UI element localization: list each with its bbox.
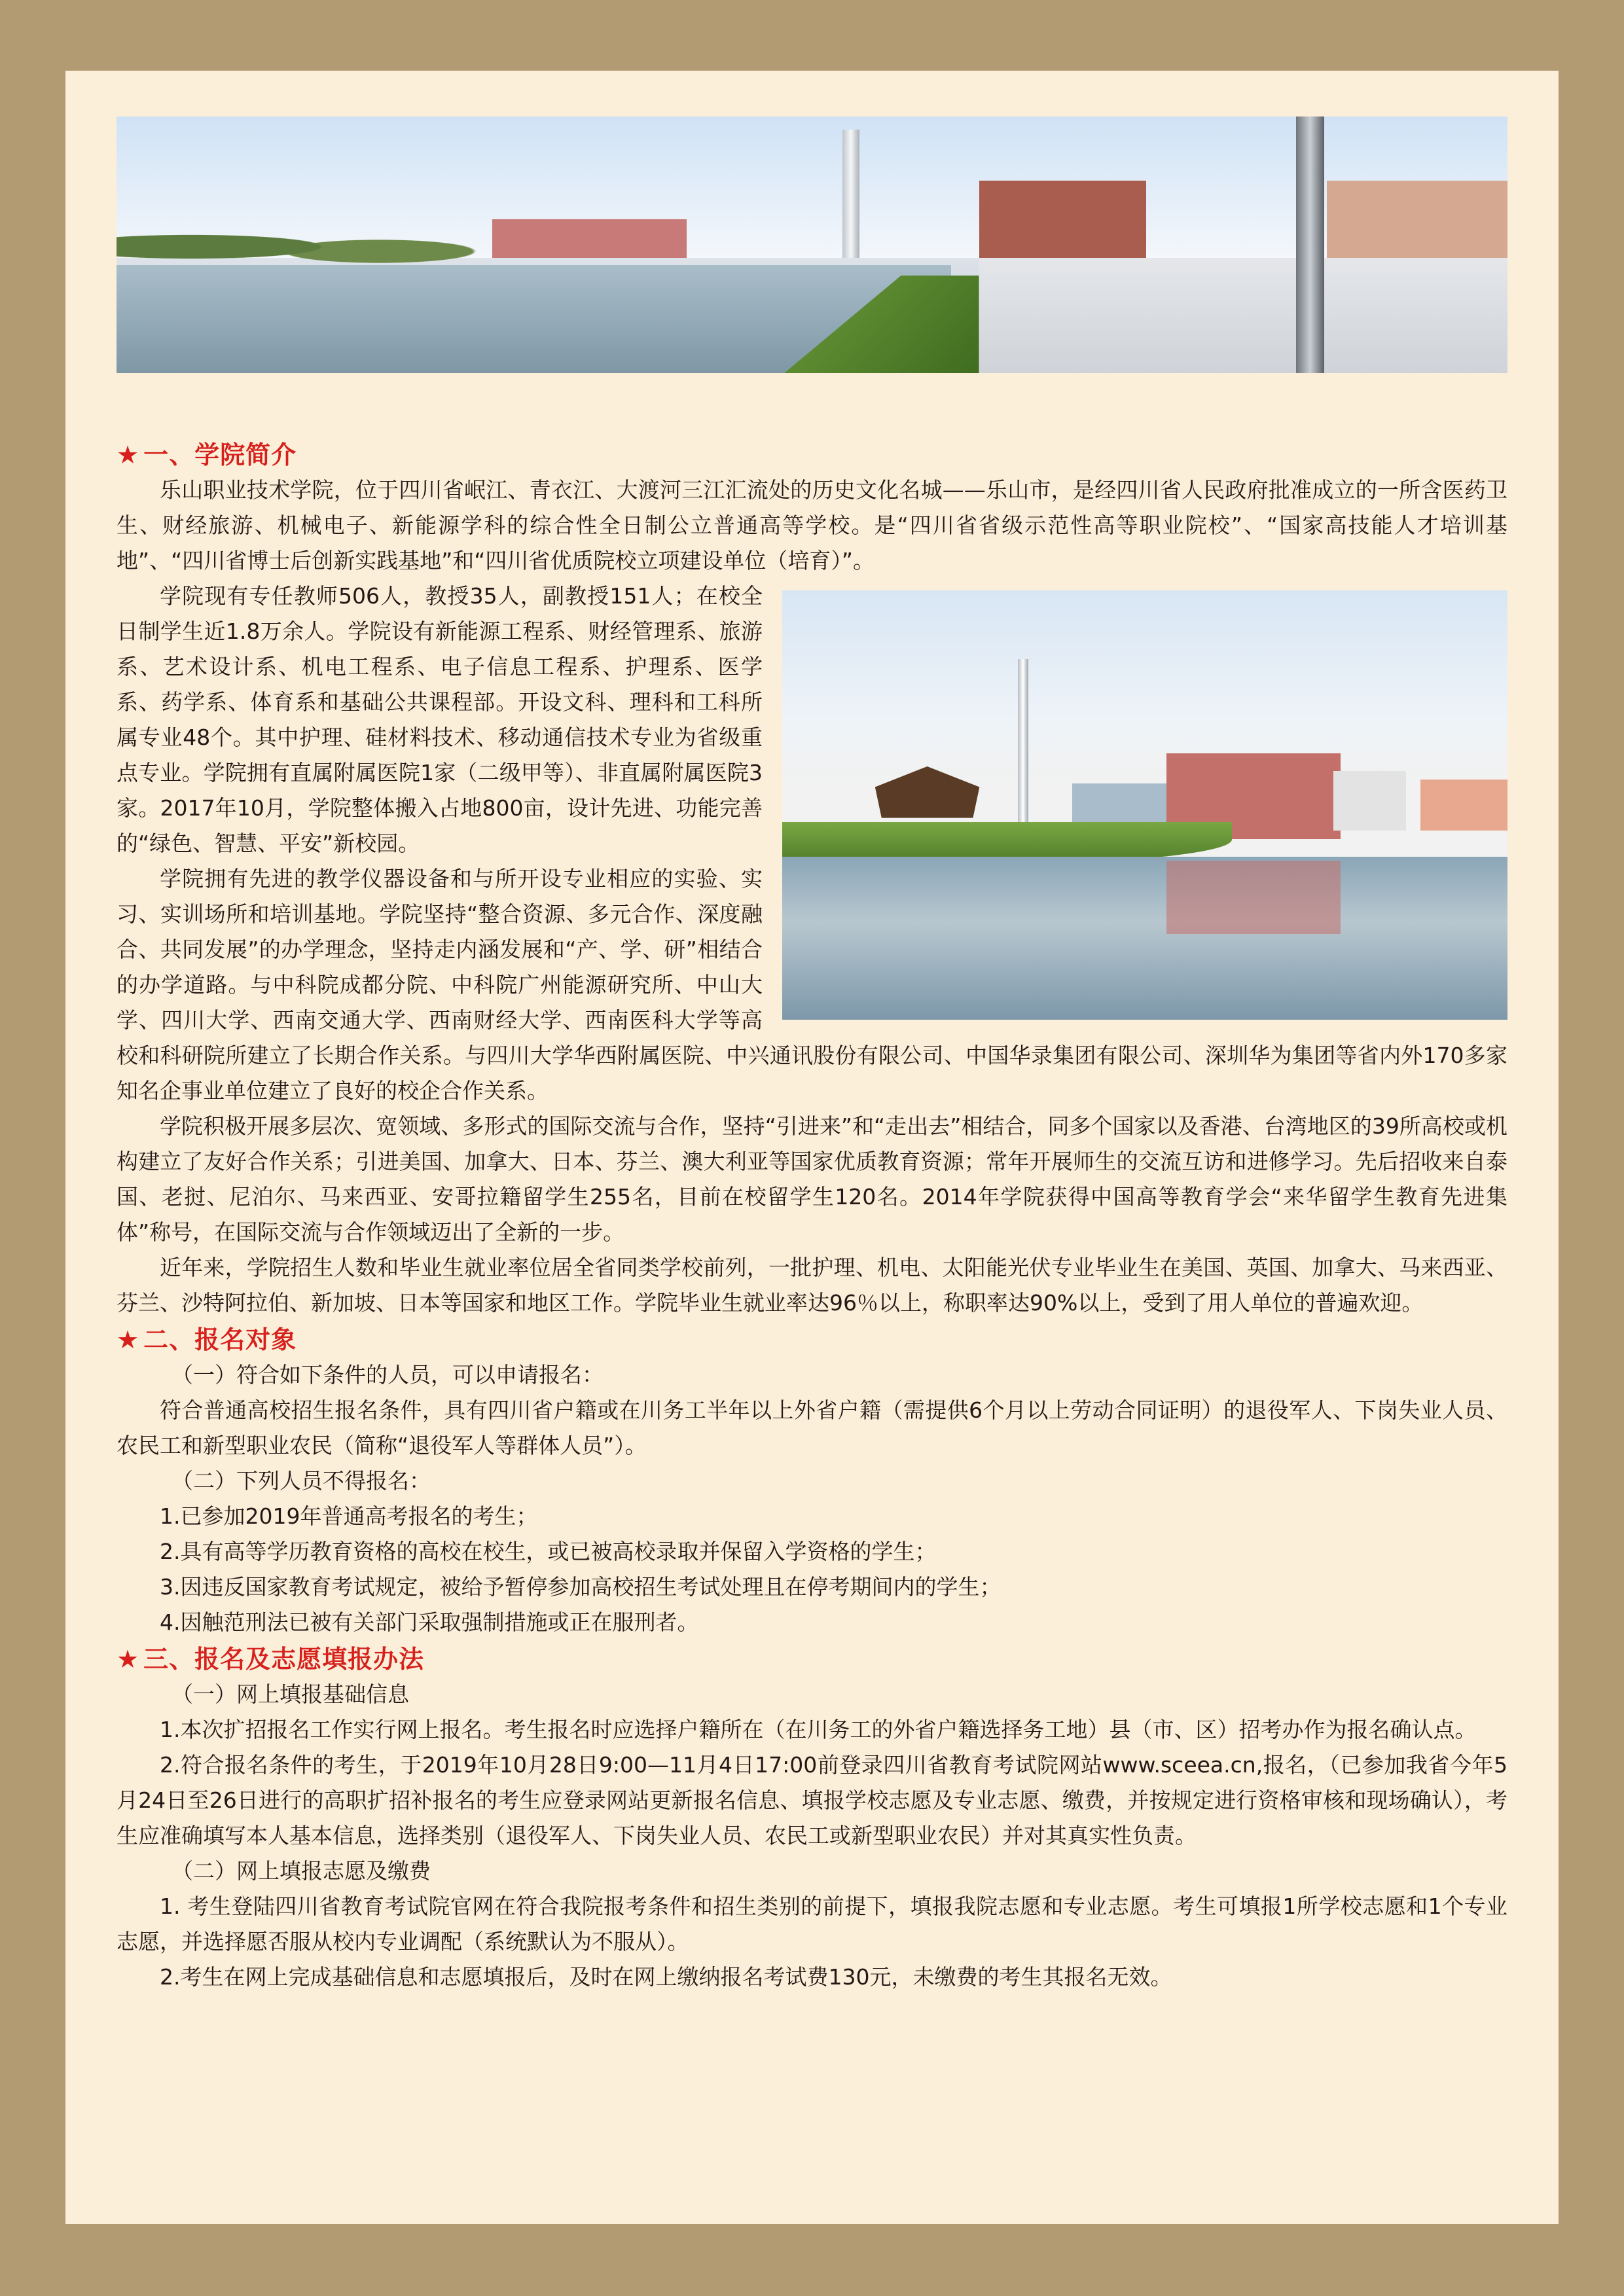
subsection-heading: （一）符合如下条件的人员，可以申请报名：: [171, 1362, 604, 1388]
banner-building: [492, 219, 687, 258]
subsection-heading: （二）下列人员不得报名：: [171, 1468, 431, 1494]
eligibility-text: 符合普通高校招生报名条件，具有四川省户籍或在川务工半年以上外省户籍（需提供6个月以上劳动合同证明）的退役军人、下岗失业人员、农民工和新型职业农民（简称“退役军人等群体人员”）。: [117, 1397, 1507, 1458]
intro-paragraph: 乐山职业技术学院，位于四川省岷江、青衣江、大渡河三江汇流处的历史文化名城——乐山市，是经四川省人民政府批准成立的一所含医药卫生、财经旅游、机械电子、新能源学科的综合性全日制公立普通高等学校。是“四川省省级示范性高等职业院校”、“国家高技能人才培训基地”、“四川省博士后创新实践基地”和“四川省优质院校立项建设单位（培育）”。: [117, 477, 1507, 573]
banner-building: [979, 181, 1146, 265]
list-item: 3.因违反国家教育考试规定，被给予暂停参加高校招生考试处理且在停考期间内的学生；: [160, 1574, 1001, 1600]
banner-building: [1327, 181, 1507, 258]
banner-spire: [842, 130, 859, 258]
star-icon: ★: [117, 1645, 140, 1674]
section-title-introduction: ★ 一、学院简介: [117, 440, 297, 469]
banner-plaza: [979, 258, 1508, 373]
intro-paragraph: 学院现有专任教师506人，教授35人，副教授151人；在校全日制学生近1.8万余人。学院设有新能源工程系、财经管理系、旅游系、艺术设计系、机电工程系、电子信息工程系、护理系、医学系、药学系、体育系和基础公共课程部。开设文科、理科和工科所属专业48个。其中护理、硅材料技术、移动通信技术专业为省级重点专业。学院拥有直属附属医院1家（二级甲等）、非直属附属医院3家。2017年10月，学院整体搬入占地800亩，设计先进、功能完善的“绿色、智慧、平安”新校园。: [117, 583, 763, 856]
page-content: [117, 117, 1507, 1995]
star-icon: ★: [117, 440, 140, 469]
intro-paragraph: 近年来，学院招生人数和毕业生就业率位居全省同类学校前列，一批护理、机电、太阳能光伏专业毕业生在美国、英国、加拿大、马来西亚、芬兰、沙特阿拉伯、新加坡、日本等国家和地区工作。学院毕业生就业率达96％以上，称职率达90%以上，受到了用人单位的普遍欢迎。: [117, 1255, 1507, 1316]
banner-lamp-post: [1296, 117, 1324, 373]
list-item: 2.符合报名条件的考生，于2019年10月28日9:00—11月4日17:00前登录四川省教育考试院网站www.sceea.cn,报名，（已参加我省今年5月24日至26日进行的高职扩招补报名的考生应登录网站更新报名信息、填报学校志愿及专业志愿、缴费，并按规定进行资格审核和现场确认），考生应准确填写本人基本信息，选择类别（退役军人、下岗失业人员、农民工或新型职业农民）并对其真实性负责。: [117, 1752, 1507, 1848]
campus-banner-photo: [117, 117, 1507, 373]
list-item: 4.因触范刑法已被有关部门采取强制措施或正在服刑者。: [160, 1609, 699, 1635]
intro-paragraph: 学院拥有先进的教学仪器设备和与所开设专业相应的实验、实习、实训场所和培训基地。学院坚持“整合资源、多元合作、深度融合、共同发展”的办学理念，坚持走内涵发展和“产、学、研”相结合的办学道路。与中科院成都分院、中科院广州能源研究所、中山大学、四川大学、西南交通大学、西南财经大学、西南医科大学等高校和科研院所建立了长期合作关系。与四川大学华西附属医院、中兴通讯股份有限公司、中国华录集团有限公司、深圳华为集团等省内外170多家知名企事业单位建立了良好的校企合作关系。: [117, 866, 1507, 1103]
star-icon: ★: [117, 1325, 140, 1354]
section-title-eligibility: ★ 二、报名对象: [117, 1325, 297, 1354]
list-item: 2.具有高等学历教育资格的高校在校生，或已被高校录取并保留入学资格的学生；: [160, 1539, 937, 1564]
list-item: 1.已参加2019年普通高考报名的考生；: [160, 1503, 538, 1529]
subsection-heading: （一）网上填报基础信息: [171, 1681, 409, 1707]
subsection-heading: （二）网上填报志愿及缴费: [171, 1858, 431, 1884]
brochure-page: [65, 71, 1559, 2224]
section-title-registration: ★ 三、报名及志愿填报办法: [117, 1645, 425, 1674]
list-item: 1. 考生登陆四川省教育考试院官网在符合我院报考条件和招生类别的前提下，填报我院志愿和专业志愿。考生可填报1所学校志愿和1个专业志愿，并选择愿否服从校内专业调配（系统默认为不服从）。: [117, 1893, 1507, 1954]
list-item: 2.考生在网上完成基础信息和志愿填报后，及时在网上缴纳报名考试费130元，未缴费的考生其报名无效。: [160, 1964, 1172, 1990]
campus-lake-photo: [782, 590, 1507, 1020]
list-item: 1.本次扩招报名工作实行网上报名。考生报名时应选择户籍所在（在川务工的外省户籍选择务工地）县（市、区）招考办作为报名确认点。: [160, 1717, 1477, 1742]
intro-paragraph: 学院积极开展多层次、宽领域、多形式的国际交流与合作，坚持“引进来”和“走出去”相结合，同多个国家以及香港、台湾地区的39所高校或机构建立了友好合作关系；引进美国、加拿大、日本、芬兰、澳大利亚等国家优质教育资源；常年开展师生的交流互访和进修学习。先后招收来自泰国、老挝、尼泊尔、马来西亚、安哥拉籍留学生255名，目前在校留学生120名。2014年学院获得中国高等教育学会“来华留学生教育先进集体”称号，在国际交流与合作领域迈出了全新的一步。: [117, 1113, 1507, 1245]
banner-trees: [117, 219, 492, 266]
